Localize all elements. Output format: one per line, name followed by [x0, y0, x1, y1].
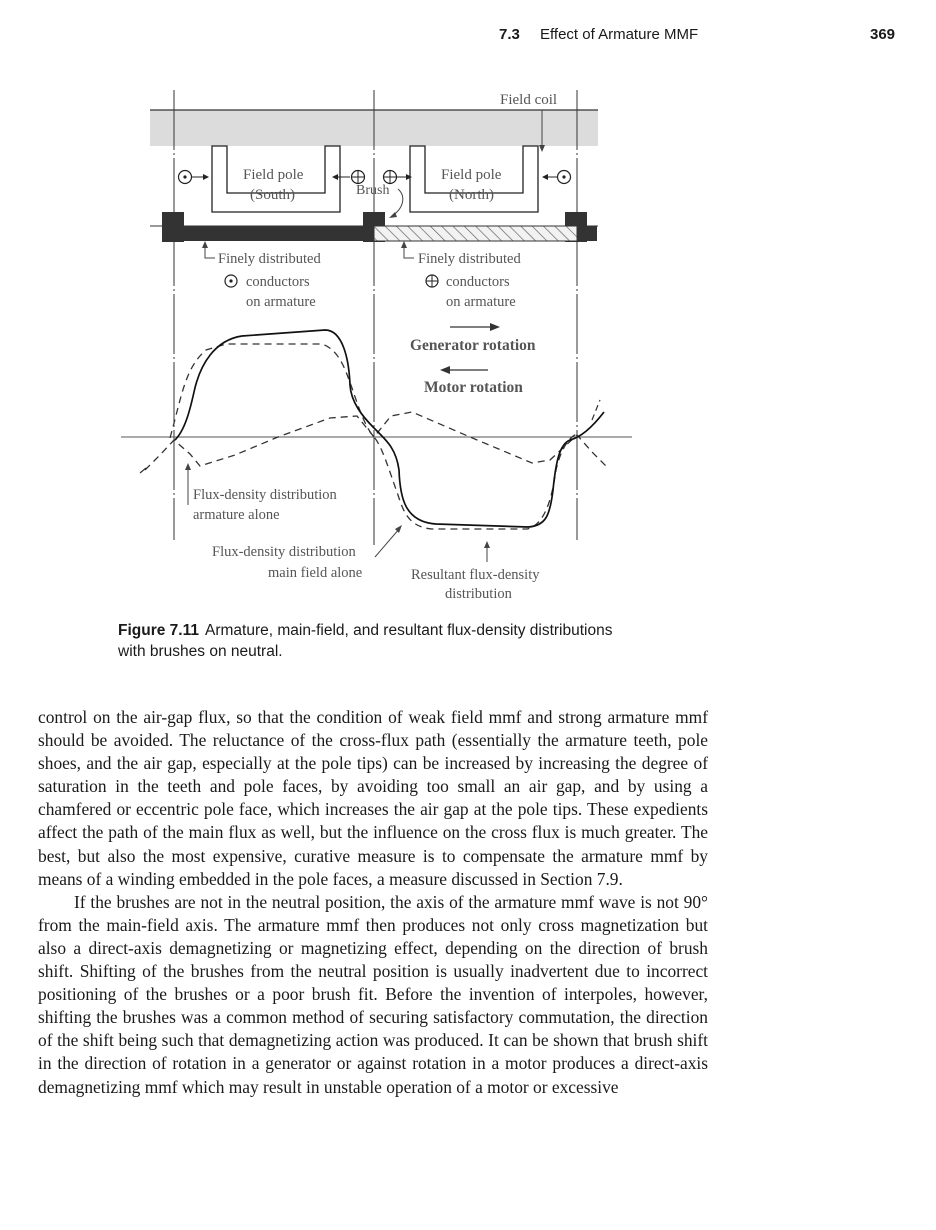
- figure-caption-label: Figure 7.11: [118, 622, 199, 639]
- label-brush: Brush: [356, 183, 390, 198]
- label-field-pole-north-2: (North): [449, 187, 494, 203]
- label-motor-rotation: Motor rotation: [424, 379, 523, 396]
- label-flux-main-1: Flux-density distribution: [212, 544, 356, 560]
- label-finely-left-1: Finely distributed: [218, 251, 321, 267]
- label-resultant-1: Resultant flux-density: [411, 567, 540, 583]
- label-field-pole-south-2: (South): [250, 187, 295, 203]
- coil-dot-right-icon: [542, 171, 571, 184]
- section-title: Effect of Armature MMF: [540, 26, 699, 43]
- label-finely-left-2: conductors: [246, 274, 310, 290]
- coil-cross-center-right-icon: [384, 171, 413, 184]
- label-finely-right-2: conductors: [446, 274, 510, 290]
- motor-rotation-arrow-icon: [440, 366, 488, 374]
- label-finely-right-3: on armature: [446, 294, 516, 310]
- figure-caption: [118, 620, 638, 662]
- label-finely-left-3: on armature: [246, 294, 316, 310]
- figure-caption-text: Armature, main-field, and resultant flux-density distributions with brushes on neutral.: [118, 622, 613, 660]
- conductor-dot-icon: [225, 275, 237, 287]
- flux-density-figure: [0, 0, 936, 610]
- label-flux-armature-1: Flux-density distribution: [193, 487, 337, 503]
- armature-flux-curve: [145, 412, 606, 470]
- paragraph-2: If the brushes are not in the neutral position, the axis of the armature mmf wave is not 90° from the main-field axis. The armature mmf then produces not only cross magnetization but also a direct-axis demagnetizing or magnetizing effect, depending on the direction of brush shift. Shifting of the brushes from the neutral position is usually inadvertent due to incorrect positioning of the brushes or a poor brush fit. Before the invention of interpoles, however, shifting the brushes was a common method of securing satisfactory commutation, the direction of the shift being such that demagnetizing action was produced. It can be shown that brush shift in the direction of rotation in a generator or against rotation in a motor produces a direct-axis demagnetizing mmf which may result in unstable operation of a motor or excessive: [38, 891, 708, 1097]
- body-text: [38, 706, 708, 1099]
- label-flux-armature-2: armature alone: [193, 507, 280, 523]
- label-flux-main-2: main field alone: [268, 565, 363, 581]
- conductor-cross-icon: [426, 275, 438, 287]
- label-finely-right-1: Finely distributed: [418, 251, 521, 267]
- label-field-pole-north-1: Field pole: [441, 167, 502, 183]
- label-generator-rotation: Generator rotation: [410, 337, 536, 354]
- label-field-pole-south-1: Field pole: [243, 167, 304, 183]
- label-field-coil: Field coil: [500, 92, 558, 108]
- generator-rotation-arrow-icon: [450, 323, 500, 331]
- coil-dot-left-icon: [179, 171, 210, 184]
- armature-conductors-north: [374, 226, 577, 241]
- section-number: 7.3: [499, 26, 520, 43]
- label-resultant-2: distribution: [445, 586, 512, 602]
- armature-conductors-south: [174, 226, 374, 241]
- page-number: 369: [870, 26, 896, 43]
- paragraph-1: control on the air-gap flux, so that the condition of weak field mmf and strong armature mmf should be avoided. The reluctance of the cross-flux path (essentially the armature teeth, pole shoes, and the air gap, especially at the pole tips) can be increased by increasing the degree of saturation in the teeth and pole faces, by avoiding too small an air gap, and by using a chamfered or eccentric pole face, which increases the air gap at the pole tips. These expedients affect the path of the main flux as well, but the influence on the cross flux is much greater. The best, but also the most expensive, curative measure is to compensate the armature mmf by means of a winding embedded in the pole faces, a measure discussed in Section 7.9.: [38, 707, 708, 889]
